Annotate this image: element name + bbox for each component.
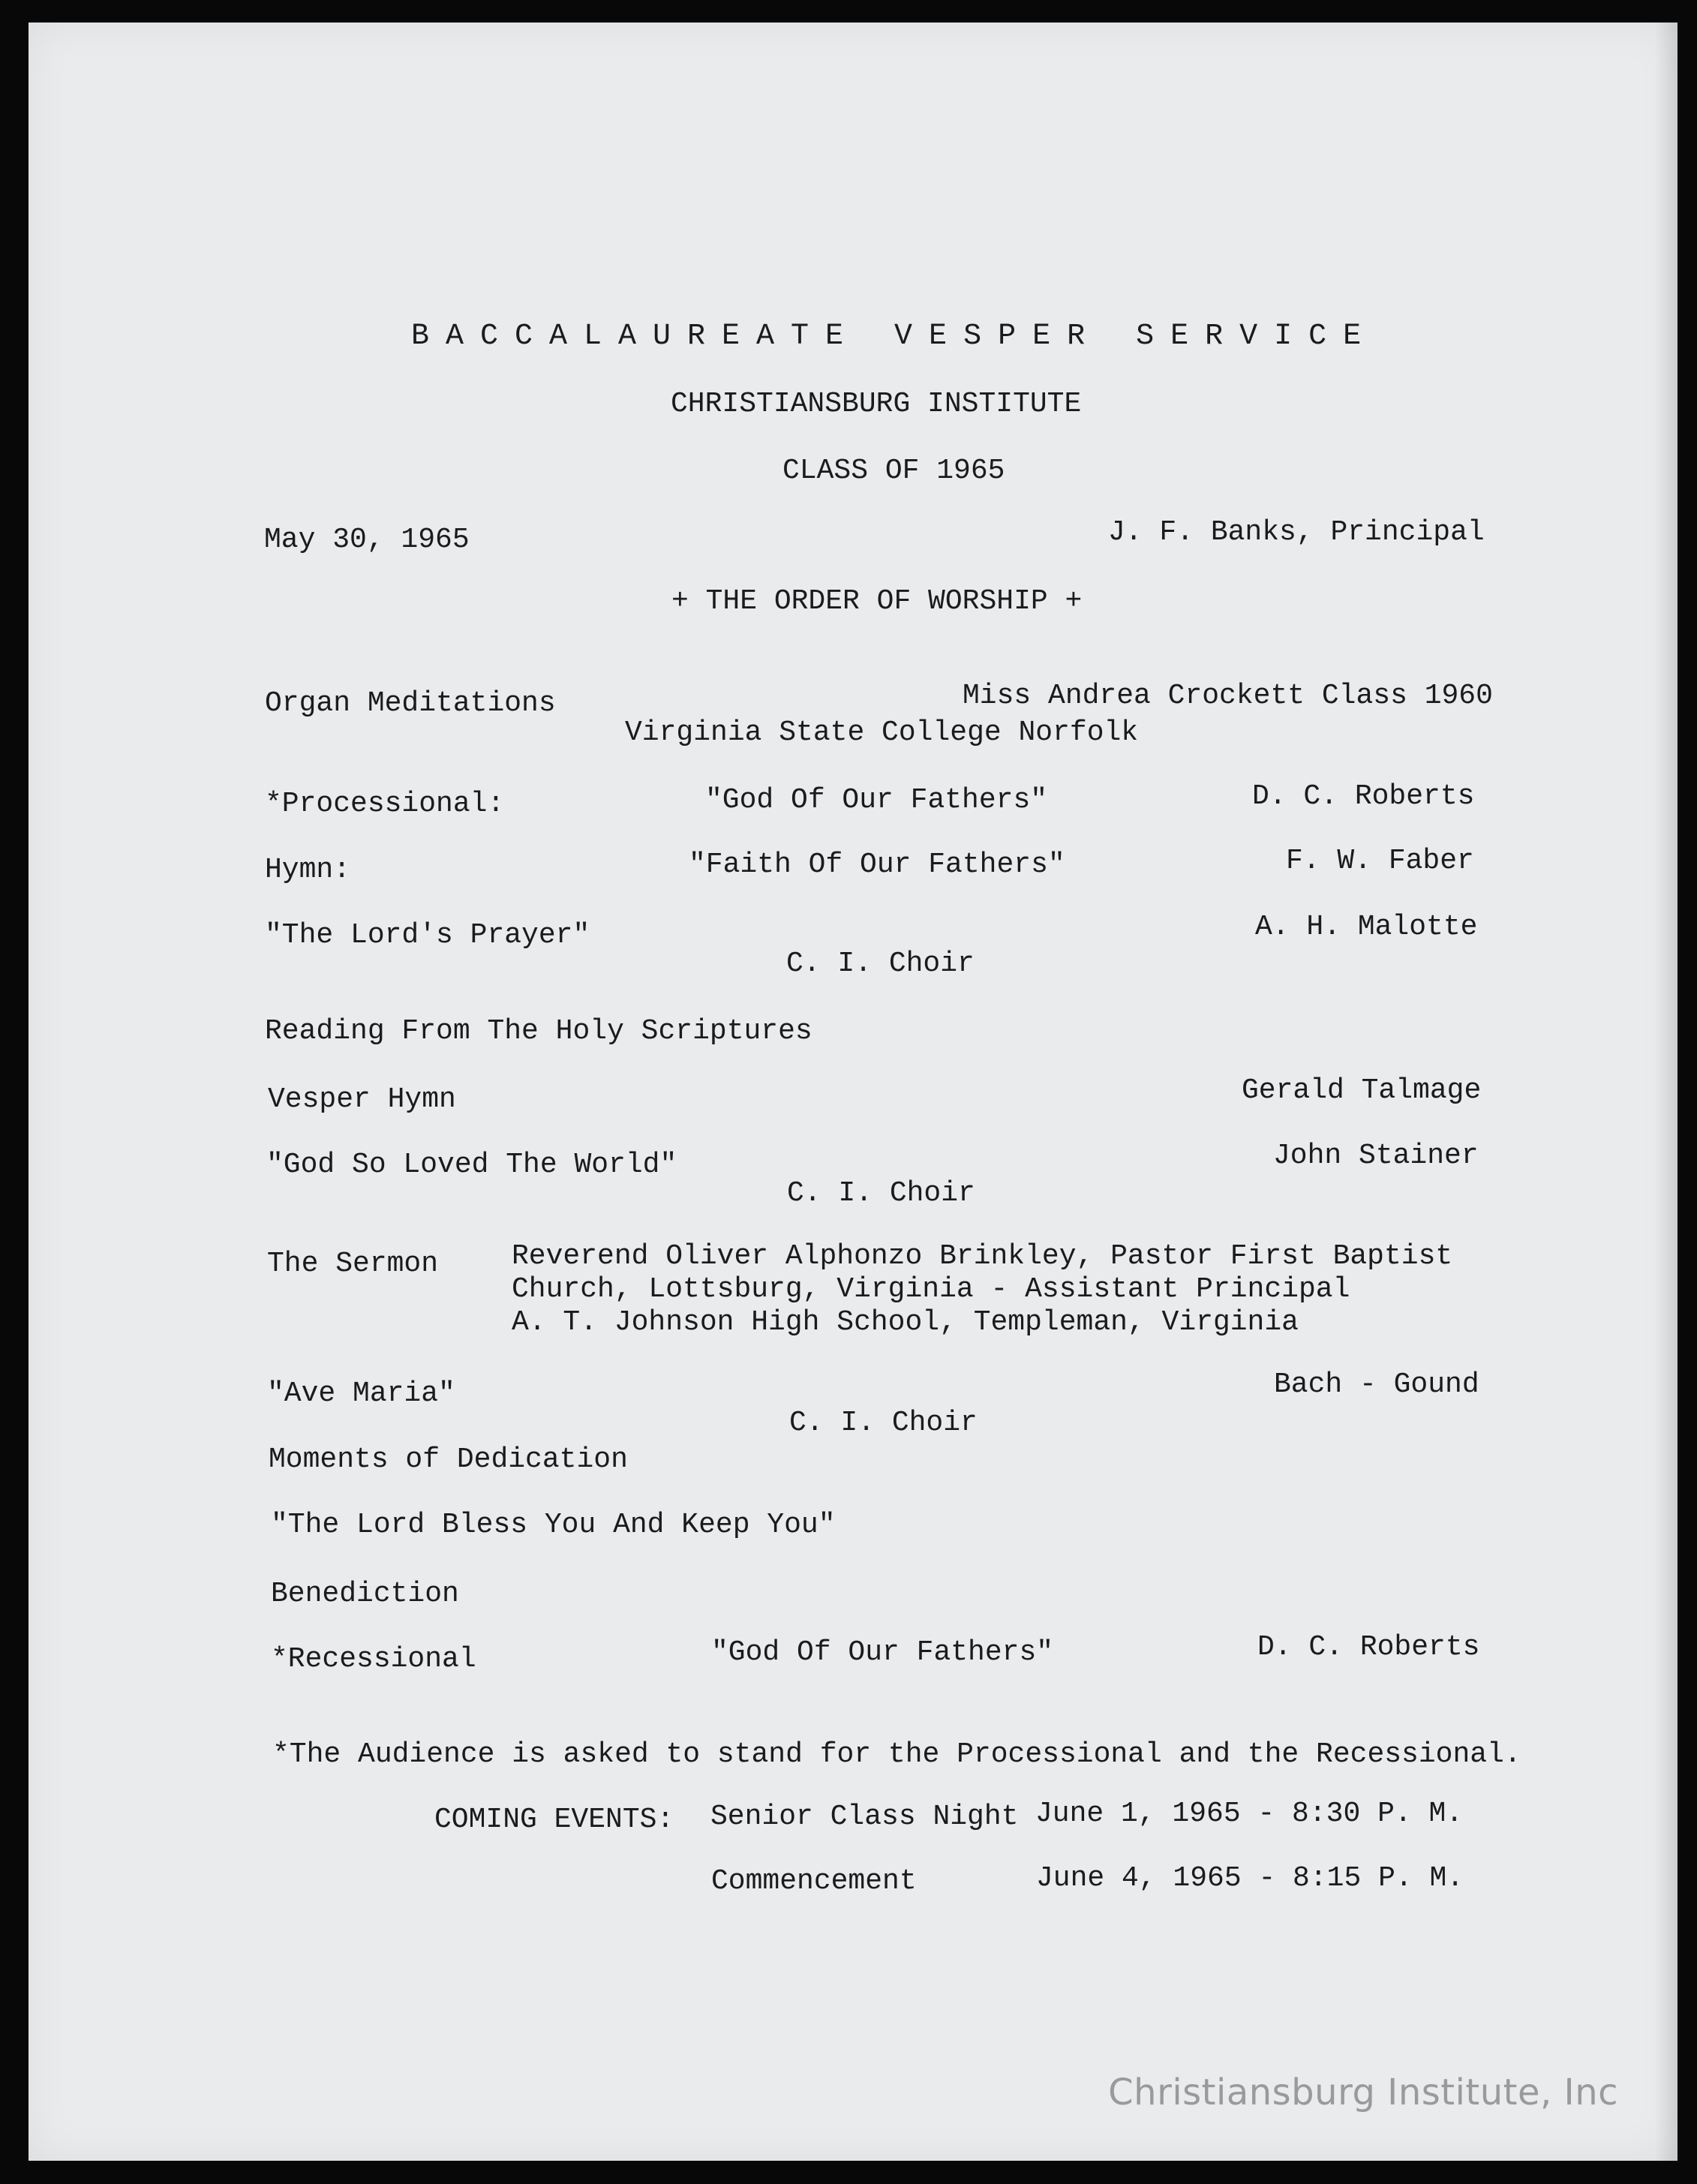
program-item-vesper-hymn: Vesper Hymn (268, 1083, 456, 1116)
sermon-line: A. T. Johnson High School, Templeman, Virginia (512, 1306, 1299, 1338)
organ-performer: Miss Andrea Crockett Class 1960 (963, 680, 1493, 712)
sermon-line: Reverend Oliver Alphonzo Brinkley, Pastor First Baptist (512, 1240, 1453, 1272)
recessional-author: D. C. Roberts (1257, 1631, 1480, 1663)
event-name: Senior Class Night (710, 1801, 1019, 1833)
lords-prayer-performer: C. I. Choir (786, 948, 975, 980)
event-time: June 1, 1965 - 8:30 P. M. (1035, 1798, 1464, 1830)
hymn-title: "Faith Of Our Fathers" (689, 849, 1065, 881)
institution-name: CHRISTIANSBURG INSTITUTE (671, 388, 1082, 420)
program-item-god-so-loved: "God So Loved The World" (266, 1149, 677, 1181)
vesper-hymn-author: Gerald Talmage (1242, 1074, 1482, 1107)
hymn-author: F. W. Faber (1286, 845, 1474, 877)
lords-prayer-author: A. H. Malotte (1255, 911, 1478, 943)
event-name: Commencement (711, 1865, 917, 1897)
program-item-organ-meditations: Organ Meditations (265, 687, 556, 719)
watermark-text: Christiansburg Institute, Inc (1108, 2071, 1618, 2113)
organ-performer-note: Virginia State College Norfolk (625, 716, 1139, 749)
ave-maria-author: Bach - Gound (1274, 1368, 1479, 1401)
god-so-loved-author: John Stainer (1273, 1140, 1479, 1172)
program-item-lords-prayer: "The Lord's Prayer" (265, 919, 590, 951)
coming-events-label: COMING EVENTS: (434, 1804, 674, 1836)
program-item-lord-bless-you: "The Lord Bless You And Keep You" (271, 1509, 836, 1541)
god-so-loved-performer: C. I. Choir (787, 1177, 975, 1209)
ave-maria-performer: C. I. Choir (789, 1407, 978, 1439)
program-item-benediction: Benediction (271, 1578, 459, 1610)
program-item-sermon: The Sermon (267, 1248, 439, 1280)
service-date: May 30, 1965 (264, 524, 470, 556)
audience-note: *The Audience is asked to stand for the Processional and the Recessional. (272, 1738, 1521, 1771)
recessional-title: "God Of Our Fathers" (711, 1636, 1054, 1669)
program-item-hymn: Hymn: (265, 854, 351, 886)
program-item-ave-maria: "Ave Maria" (267, 1377, 455, 1410)
program-item-recessional: *Recessional (271, 1643, 476, 1675)
processional-author: D. C. Roberts (1252, 780, 1475, 813)
program-item-processional: *Processional: (265, 788, 505, 820)
document-title: BACCALAUREATE VESPER SERVICE (411, 320, 1378, 353)
processional-title: "God Of Our Fathers" (705, 784, 1048, 816)
class-year: CLASS OF 1965 (782, 455, 1005, 487)
program-item-moments-of-dedication: Moments of Dedication (269, 1443, 628, 1476)
principal-name: J. F. Banks, Principal (1108, 516, 1485, 548)
sermon-line: Church, Lottsburg, Virginia - Assistant Principal (512, 1273, 1350, 1305)
order-heading: + THE ORDER OF WORSHIP + (671, 585, 1083, 617)
program-item-reading: Reading From The Holy Scriptures (265, 1015, 812, 1047)
event-time: June 4, 1965 - 8:15 P. M. (1036, 1862, 1464, 1894)
